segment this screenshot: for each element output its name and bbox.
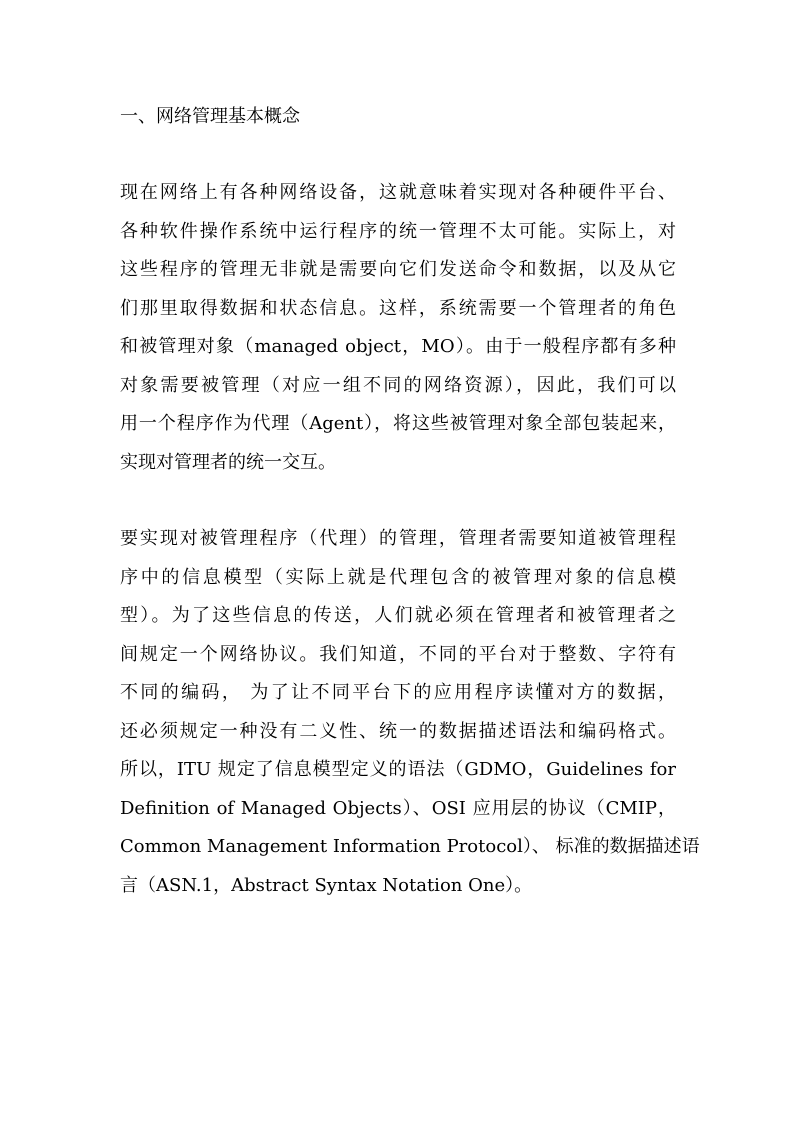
paragraph-line: 用一个程序作为代理（Agent），将这些被管理对象全部包装起来， (120, 413, 676, 434)
paragraph-line: 型）。为了这些信息的传送，人们就必须在管理者和被管理者之 (120, 605, 676, 626)
document-page (120, 98, 700, 905)
paragraph-line: 要实现对被管理程序（代理）的管理，管理者需要知道被管理程 (120, 528, 676, 549)
paragraph-line: 这些程序的管理无非就是需要向它们发送命令和数据，以及从它 (120, 259, 676, 280)
paragraph-line: 序中的信息模型（实际上就是代理包含的被管理对象的信息模 (120, 566, 676, 588)
paragraph-line: 对象需要被管理（对应一组不同的网络资源），因此，我们可以 (120, 374, 676, 396)
paragraph-line: Common Management Information Protocol）、 标准的数据描述语 (120, 836, 700, 857)
paragraph-line: 现在网络上有各种网络设备，这就意味着实现对各种硬件平台、 (120, 182, 676, 203)
paragraph-line: 还必须规定一种没有二义性、统一的数据描述语法和编码格式。 (120, 720, 676, 742)
section-heading: 一、网络管理基本概念 (120, 106, 300, 127)
paragraph-line: 所以，ITU 规定了信息模型定义的语法（GDMO，Guidelines for (120, 759, 676, 780)
paragraph-line: Definition of Managed Objects）、OSI 应用层的协议（CMIP， (120, 797, 676, 819)
paragraph-line: 各种软件操作系统中运行程序的统一管理不太可能。实际上，对 (120, 220, 676, 242)
paragraph-line: 和被管理对象（managed object，MO）。由于一般程序都有多种 (120, 336, 676, 357)
paragraph-line: 间规定一个网络协议。我们知道，不同的平台对于整数、字符有 (120, 643, 676, 665)
paragraph-information-model (120, 520, 700, 905)
paragraph-line: 不同的编码， 为了让不同平台下的应用程序读懂对方的数据， (120, 682, 676, 703)
paragraph-spacer (120, 482, 676, 520)
paragraph-line: 们那里取得数据和状态信息。这样，系统需要一个管理者的角色 (120, 297, 676, 319)
paragraph-management-concept (120, 174, 676, 482)
paragraph-line: 实现对管理者的统一交互。 (120, 451, 336, 473)
paragraph-line: 言（ASN.1，Abstract Syntax Notation One）。 (120, 874, 533, 896)
